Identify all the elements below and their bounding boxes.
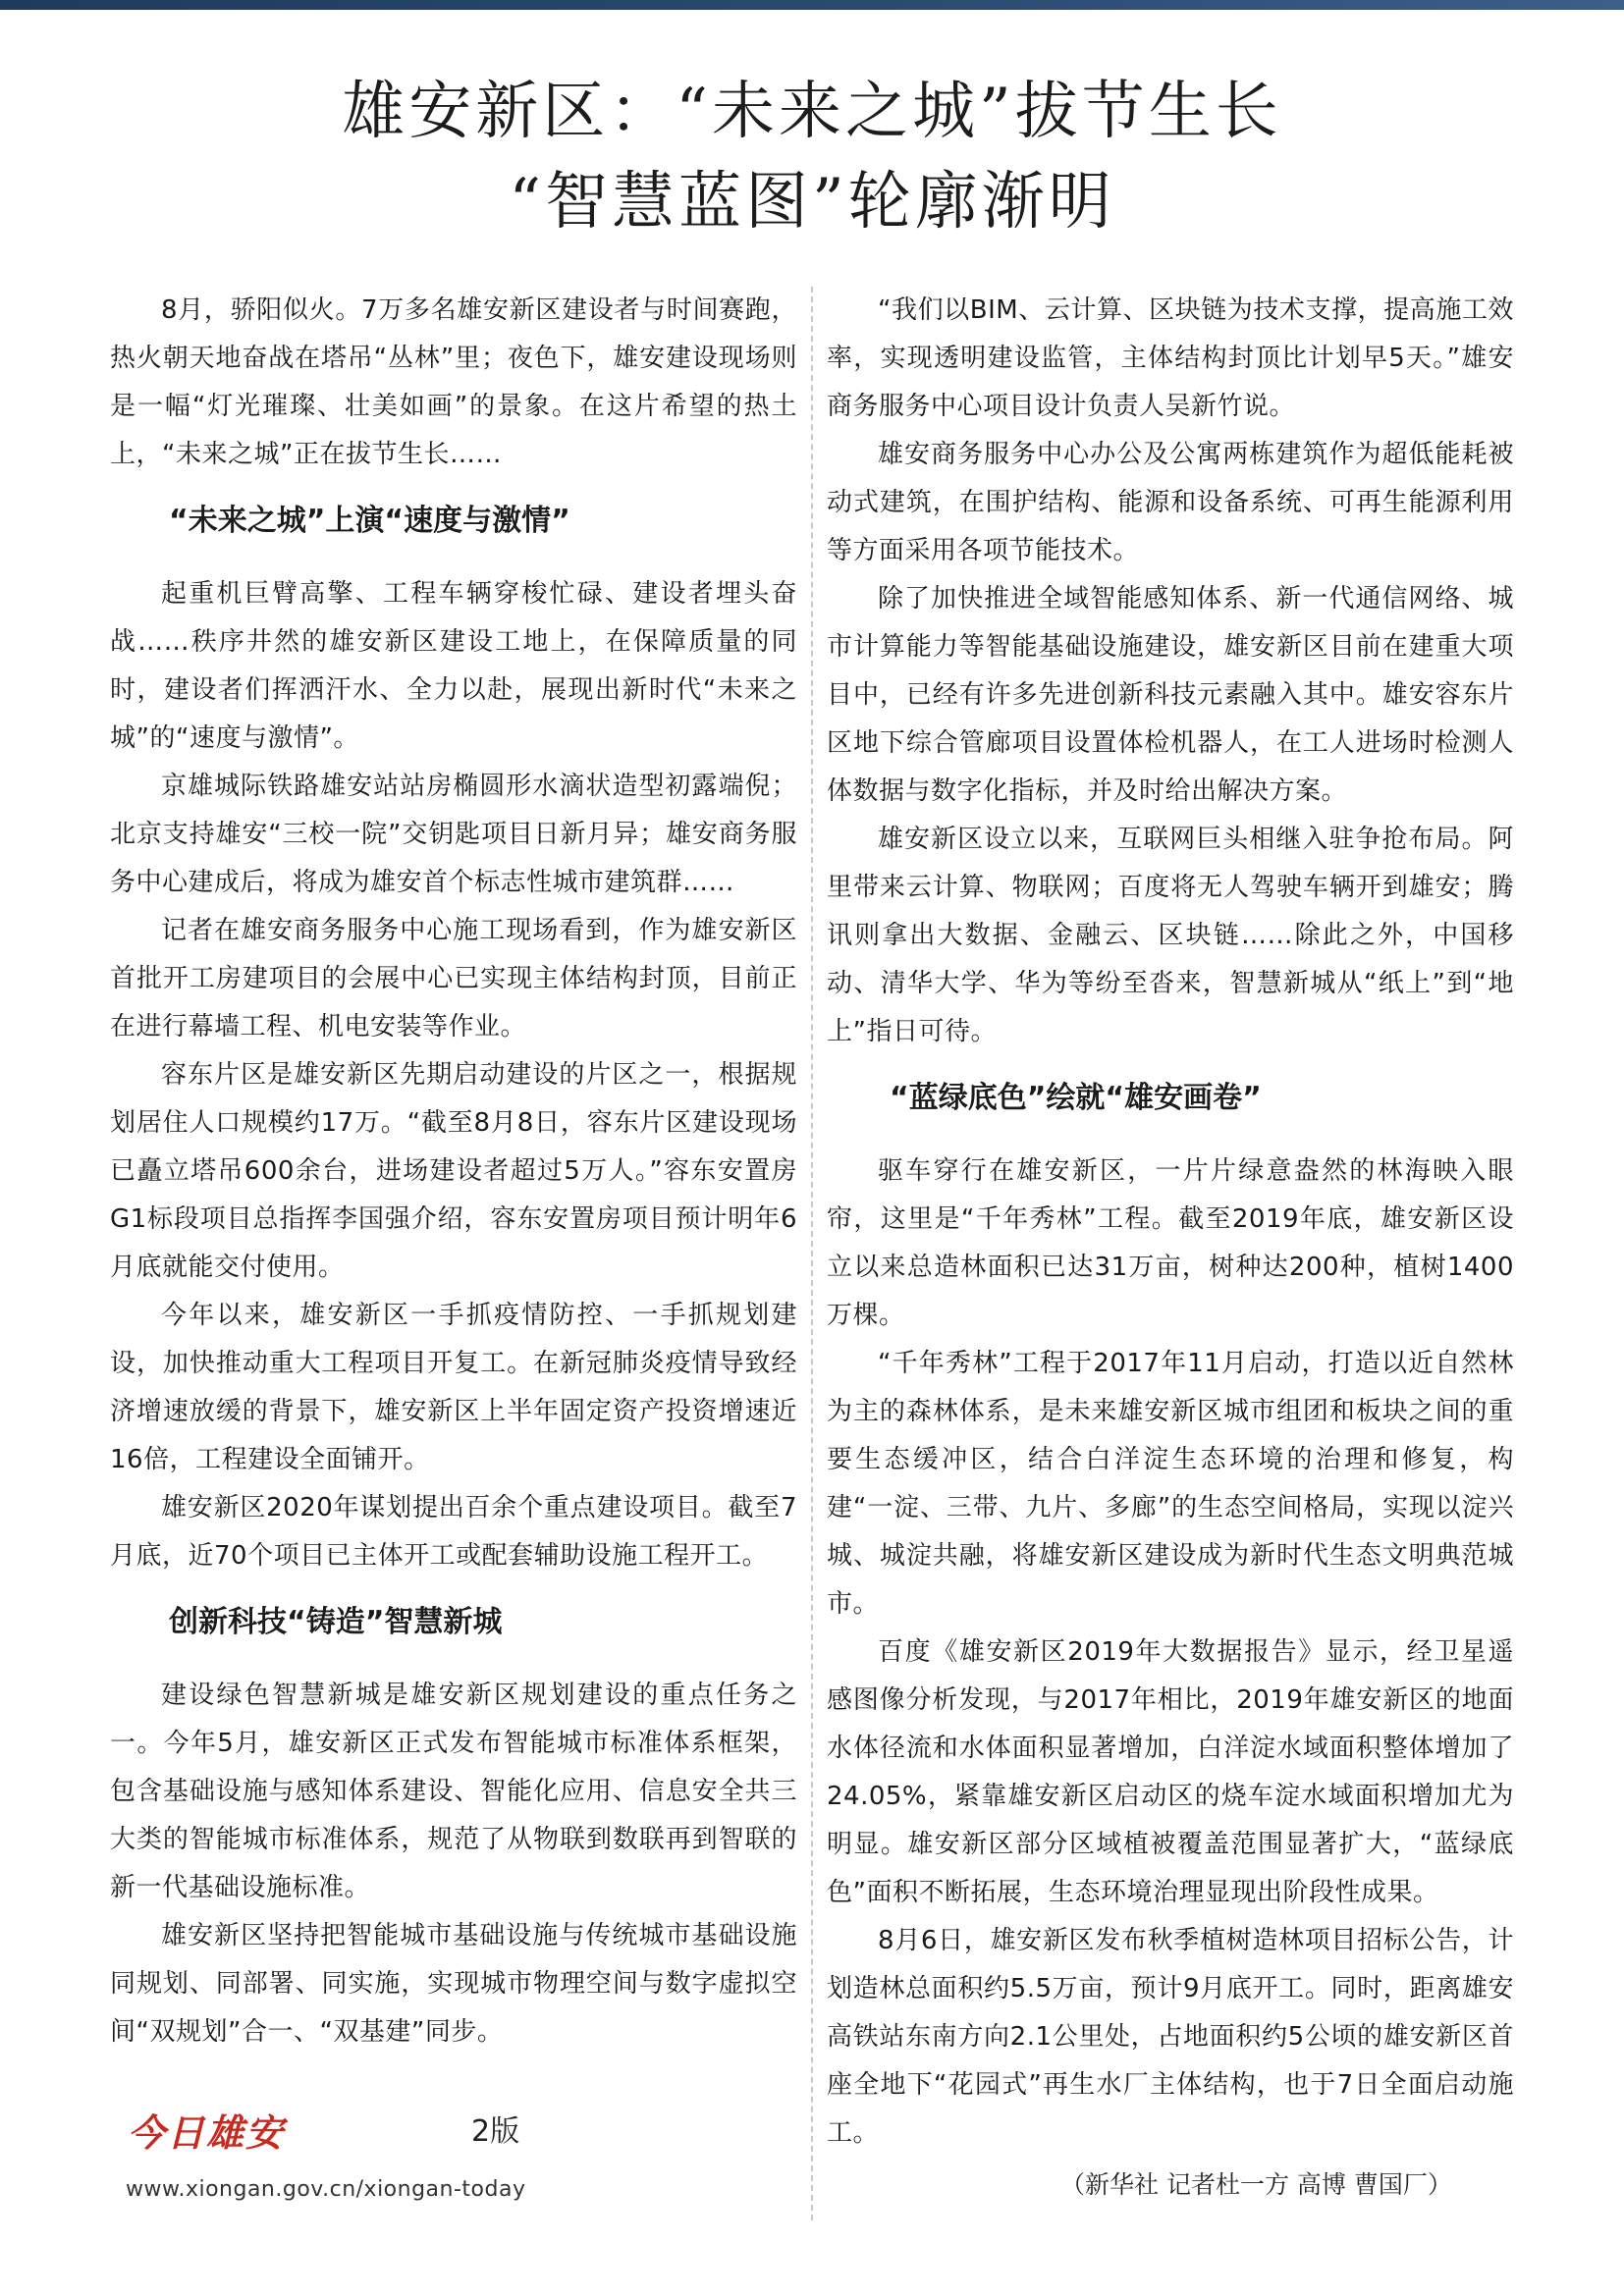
paragraph: 建设绿色智慧新城是雄安新区规划建设的重点任务之一。今年5月，雄安新区正式发布智能城市标准体系框架，包含基础设施与感知体系建设、智能化应用、信息安全共三大类的智能城市标准体系，规范了从物联到数联再到智联的新一代基础设施标准。 (110, 1681, 797, 1902)
column-divider (811, 287, 813, 2220)
paragraph: 除了加快推进全域智能感知体系、新一代通信网络、城市计算能力等智能基础设施建设，雄安新区目前在建重大项目中，已经有许多先进创新科技元素融入其中。雄安容东片区地下综合管廊项目设置体检机器人，在工人进场时检测人体数据与数字化指标，并及时给出解决方案。 (827, 584, 1514, 806)
paragraph: 京雄城际铁路雄安站站房椭圆形水滴状造型初露端倪；北京支持雄安“三校一院”交钥匙项目日新月异；雄安商务服务中心建成后，将成为雄安首个标志性城市建筑群…… (110, 772, 797, 897)
paragraph: 驱车穿行在雄安新区，一片片绿意盎然的林海映入眼帘，这里是“千年秀林”工程。截至2019年底，雄安新区设立以来总造林面积已达31万亩，树种达200种，植树1400万棵。 (827, 1156, 1514, 1330)
paragraph: 雄安新区设立以来，互联网巨头相继入驻争抢布局。阿里带来云计算、物联网；百度将无人驾驶车辆开到雄安；腾讯则拿出大数据、金融云、区块链……除此之外，中国移动、清华大学、华为等纷至沓来，智慧新城从“纸上”到“地上”指日可待。 (827, 825, 1514, 1046)
paragraph: 百度《雄安新区2019年大数据报告》显示，经卫星遥感图像分析发现，与2017年相比，2019年雄安新区的地面水体径流和水体面积显著增加，白洋淀水域面积整体增加了24.05%，紧靠雄安新区启动区的烧车淀水域面积增加尤为明显。雄安新区部分区域植被覆盖范围显著扩大，“蓝绿底色”面积不断拓展，生态环境治理显现出阶段性成果。 (827, 1637, 1514, 1907)
paragraph: 起重机巨臂高擎、工程车辆穿梭忙碌、建设者埋头奋战……秩序井然的雄安新区建设工地上，在保障质量的同时，建设者们挥洒汗水、全力以赴，展现出新时代“未来之城”的“速度与激情”。 (110, 579, 797, 753)
right-column (827, 287, 1514, 2158)
headline-line-2: “智慧蓝图”轮廓渐明 (509, 166, 1115, 239)
paragraph: “千年秀林”工程于2017年11月启动，打造以近自然林为主的森林体系，是未来雄安新区城市组团和板块之间的重要生态缓冲区，结合白洋淀生态环境的治理和修复，构建“一淀、三带、九片、多廊”的生态空间格局，实现以淀兴城、城淀共融，将雄安新区建设成为新时代生态文明典范城市。 (827, 1349, 1514, 1619)
section-heading: 创新科技“铸造”智慧新城 (169, 1605, 503, 1639)
section-heading: “蓝绿底色”绘就“雄安画卷” (890, 1081, 1262, 1115)
top-accent-bar (0, 0, 1624, 10)
paragraph: 8月，骄阳似火。7万多名雄安新区建设者与时间赛跑，热火朝天地奋战在塔吊“丛林”里；夜色下，雄安建设现场则是一幅“灯光璀璨、壮美如画”的景象。在这片希望的热土上，“未来之城”正在拔节生长…… (110, 295, 797, 469)
today-xiongan-logo: 今日雄安 (128, 2110, 286, 2155)
section-heading: “未来之城”上演“速度与激情” (169, 504, 570, 538)
paragraph: 雄安商务服务中心办公及公寓两栋建筑作为超低能耗被动式建筑，在围护结构、能源和设备系统、可再生能源利用等方面采用各项节能技术。 (827, 440, 1514, 565)
footer-url-link[interactable]: www.xiongan.gov.cn/xiongan-today (126, 2177, 526, 2202)
paragraph: “我们以BIM、云计算、区块链为技术支撑，提高施工效率，实现透明建设监管，主体结构封顶比计划早5天。”雄安商务服务中心项目设计负责人吴新竹说。 (827, 295, 1514, 421)
headline (0, 67, 1624, 247)
paragraph: 雄安新区2020年谋划提出百余个重点建设项目。截至7月底，近70个项目已主体开工或配套辅助设施工程开工。 (110, 1493, 797, 1571)
paragraph: 记者在雄安商务服务中心施工现场看到，作为雄安新区首批开工房建项目的会展中心已实现主体结构封顶，目前正在进行幕墙工程、机电安装等作业。 (110, 916, 797, 1041)
page-number: 2版 (471, 2114, 520, 2149)
paragraph: 雄安新区坚持把智能城市基础设施与传统城市基础设施同规划、同部署、同实施，实现城市物理空间与数字虚拟空间“双规划”合一、“双基建”同步。 (110, 1921, 797, 2047)
headline-line-1: 雄安新区：“未来之城”拔节生长 (342, 76, 1282, 148)
paragraph: 今年以来，雄安新区一手抓疫情防控、一手抓规划建设，加快推动重大工程项目开复工。在新冠肺炎疫情导致经济增速放缓的背景下，雄安新区上半年固定资产投资增速近16倍，工程建设全面铺开。 (110, 1301, 797, 1474)
paragraph: 8月6日，雄安新区发布秋季植树造林项目招标公告，计划造林总面积约5.5万亩，预计9月底开工。同时，距离雄安高铁站东南方向2.1公里处，占地面积约5公顷的雄安新区首座全地下“花园式”再生水厂主体结构，也于7日全面启动施工。 (827, 1926, 1514, 2148)
left-column (110, 287, 797, 2056)
paragraph: 容东片区是雄安新区先期启动建设的片区之一，根据规划居住人口规模约17万。“截至8月8日，容东片区建设现场已矗立塔吊600余台，进场建设者超过5万人。”容东安置房G1标段项目总指挥李国强介绍，容东安置房项目预计明年6月底就能交付使用。 (110, 1060, 797, 1282)
byline-credit: （新华社 记者杜一方 高博 曹国厂） (1060, 2170, 1452, 2199)
